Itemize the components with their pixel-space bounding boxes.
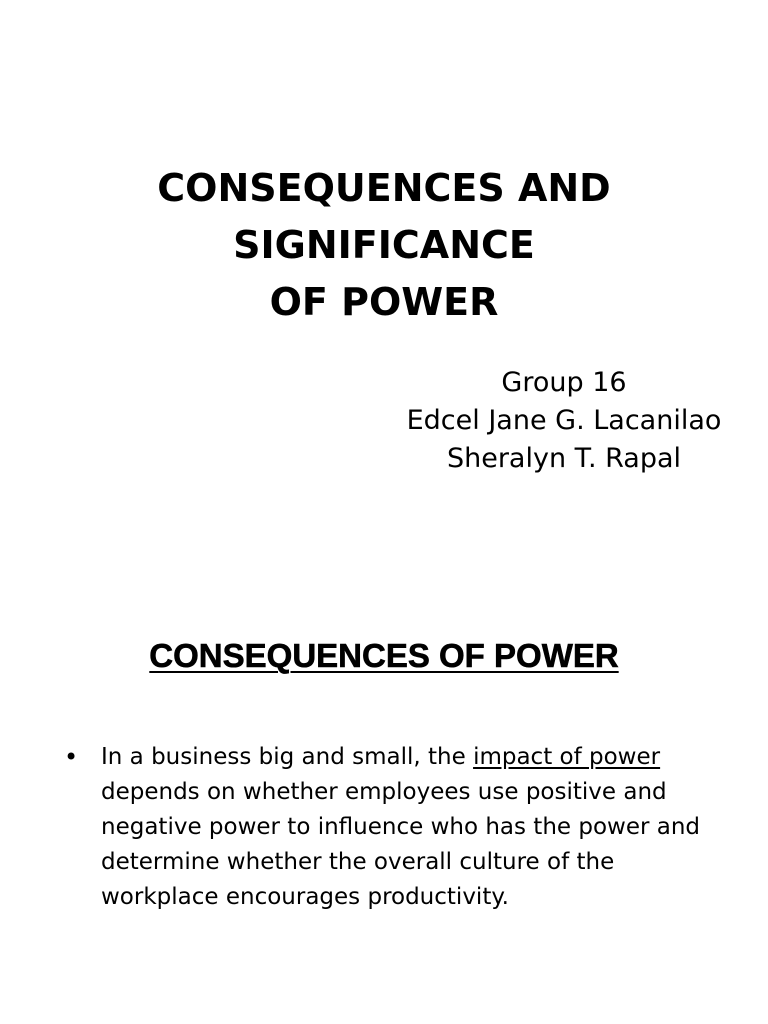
slide-heading: CONSEQUENCES OF POWER	[149, 637, 619, 674]
underlined-phrase: impact of power	[473, 744, 661, 770]
bullet-text	[101, 740, 724, 915]
bullet-text-end: depends on whether employees use positive and negative power to influence who has the power and determine whether the overall culture of the workplace encourages productivity.	[101, 779, 701, 910]
title-line: SIGNIFICANCE	[233, 223, 535, 267]
bullet-point	[64, 740, 724, 915]
presentation-title	[0, 160, 768, 331]
presentation-subtitle	[380, 364, 748, 478]
slide-content	[0, 576, 768, 1024]
group-label: Group 16	[501, 367, 627, 398]
title-line: CONSEQUENCES AND	[157, 166, 611, 210]
bullet-text-start: In a business big and small, the	[101, 744, 474, 770]
author-name: Edcel Jane G. Lacanilao	[406, 405, 722, 436]
title-line: OF POWER	[269, 280, 499, 324]
bullet-marker: •	[64, 743, 79, 771]
author-name: Sheralyn T. Rapal	[446, 443, 682, 474]
